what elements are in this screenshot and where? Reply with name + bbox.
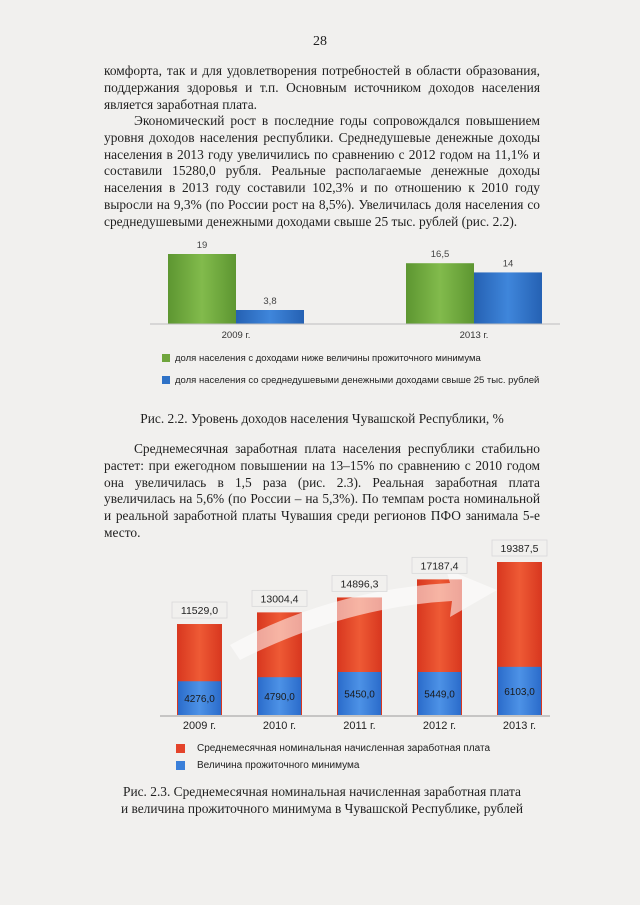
- chart2-tick-label-4: 2012 г.: [422, 720, 457, 732]
- chart1-value-label-2-1: 3,8: [263, 296, 277, 307]
- chart2-salary-value-4: 17187,4: [420, 560, 459, 573]
- chart2-minimum-value-2: 4790,0: [264, 692, 295, 704]
- chart2-tick-label-2: 2010 г.: [262, 720, 297, 732]
- chart2-minimum-value-5: 6103,0: [504, 686, 535, 698]
- chart2-salary-value-5: 19387,5: [500, 543, 539, 555]
- chart1-legend-swatch-2: [162, 376, 170, 384]
- chart2-salary-value-2: 13004,4: [260, 593, 299, 606]
- income-level-chart: [0, 238, 640, 338]
- chart2-legend: [176, 741, 490, 775]
- figure-2-2-caption: Рис. 2.2. Уровень доходов населения Чувашской Республики, %: [140, 411, 504, 426]
- figure-2-3-caption-line-2: и величина прожиточного минимума в Чувашской Республике, рублей: [120, 800, 524, 816]
- chart1-value-label-1-1: 19: [196, 240, 208, 251]
- figure-2-3-caption-line-1: Рис. 2.3. Среднемесячная номинальная начисленная заработная плата: [123, 784, 521, 799]
- chart2-legend-swatch-1: [176, 744, 185, 753]
- chart1-tick-label-1: 2009 г.: [221, 330, 251, 338]
- chart2-legend-label-2: Величина прожиточного минимума: [197, 759, 360, 771]
- chart2-salary-value-1: 11529,0: [180, 605, 219, 618]
- figure-2-3-caption: [104, 784, 540, 818]
- chart1-bar-2-1: [236, 310, 304, 324]
- chart2-tick-label-3: 2011 г.: [343, 720, 376, 732]
- chart2-minimum-value-1: 4276,0: [184, 694, 215, 706]
- chart1-legend-label-2: доля населения со среднедушевыми денежными доходами свыше 25 тыс. рублей: [175, 374, 540, 386]
- chart2-legend-swatch-2: [176, 761, 185, 770]
- chart1-legend: [162, 351, 539, 395]
- chart2-legend-item-2: [176, 758, 490, 772]
- chart1-tick-label-2: 2013 г.: [459, 330, 489, 338]
- chart1-legend-swatch-1: [162, 354, 170, 362]
- paragraph-1: комфорта, так и для удовлетворения потребностей в области образования, поддержания здоровья и т.п. Основным источником доходов населения является заработная плата.: [104, 63, 540, 112]
- chart2-minimum-value-4: 5449,0: [424, 689, 455, 701]
- page-number: 28: [313, 34, 327, 49]
- chart1-value-label-2-2: 14: [502, 258, 514, 270]
- chart2-tick-label-1: 2009 г.: [182, 720, 217, 732]
- chart1-bar-2-2: [474, 272, 542, 324]
- chart2-tick-label-5: 2013 г.: [502, 720, 537, 732]
- chart2-salary-value-3: 14896,3: [340, 578, 379, 591]
- chart1-legend-item-1: [162, 351, 539, 365]
- chart1-legend-label-1: доля населения с доходами ниже величины прожиточного минимума: [175, 352, 481, 364]
- chart2-legend-item-1: [176, 741, 490, 755]
- chart1-value-label-1-2: 16,5: [430, 249, 450, 261]
- chart1-legend-item-2: [162, 373, 539, 387]
- paragraph-3: Среднемесячная заработная плата населения республики стабильно растет: при ежегодном повышении на 13–15% по сравнению с 2010 годом она увеличилась в 1,5 раза (рис. 2.3). Реальная заработная плата увеличилась на 5,6% (по России – на 5,3%). По темпам роста номинальной и реальной заработной платы Чувашия среди регионов ПФО занимала 5-е место.: [104, 441, 540, 540]
- chart1-bar-1-2: [406, 263, 474, 324]
- chart2-legend-label-1: Среднемесячная номинальная начисленная заработная плата: [197, 742, 491, 754]
- salary-chart: [0, 535, 640, 735]
- chart1-bar-1-1: [168, 254, 236, 324]
- chart2-minimum-value-3: 5450,0: [344, 689, 375, 701]
- paragraph-2: Экономический рост в последние годы сопровождался повышением уровня доходов населения республики. Среднедушевые денежные доходы населения в 2013 году увеличились по сравнению с 2012 годом на 11,1% и составили 15280,0 рубля. Реальные располагаемые денежные доходы населения в 2013 году составили 102,3% и по отношению к 2010 году выросли на 9,3% (по России рост на 8,5%). Увеличилась доля населения со среднедушевыми денежными доходами свыше 25 тыс. рублей (рис. 2.2).: [104, 113, 540, 229]
